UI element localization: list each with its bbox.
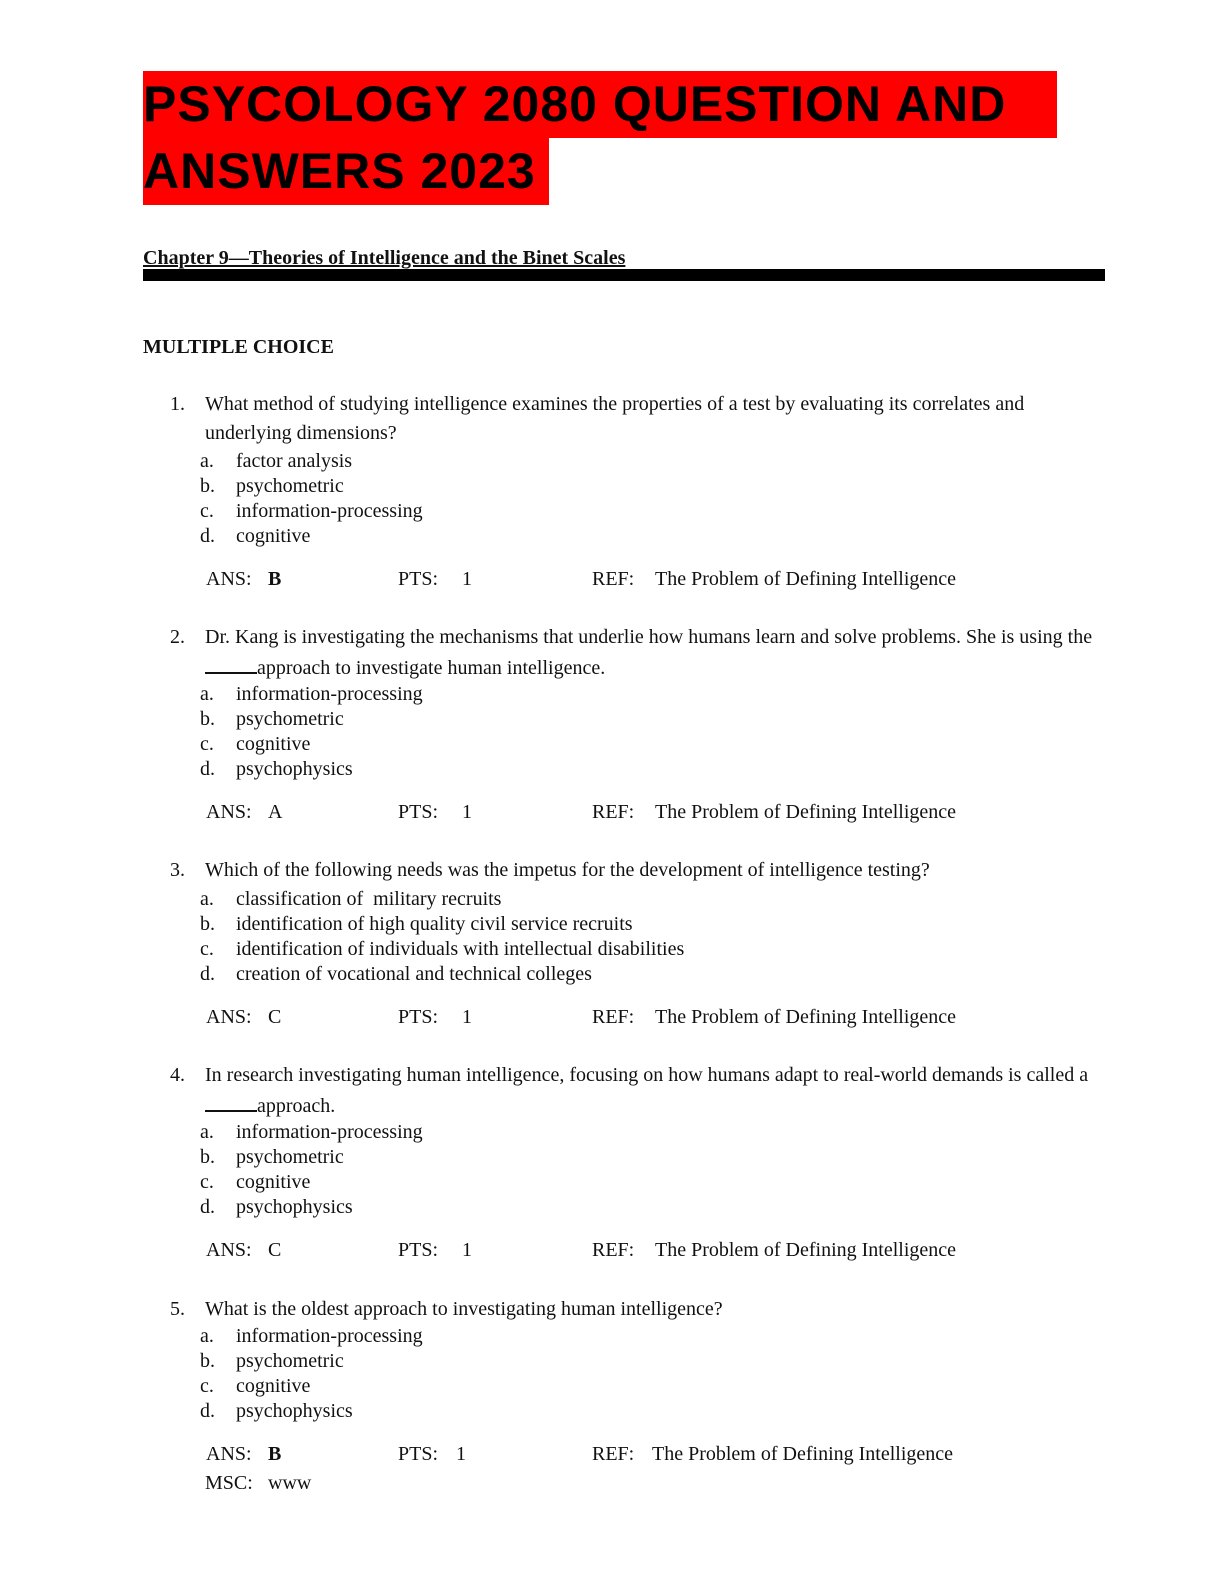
option-letter: b. — [200, 475, 215, 497]
pts-label: PTS: — [398, 1239, 439, 1261]
option-letter: b. — [200, 1350, 215, 1372]
option-letter: c. — [200, 733, 214, 755]
pts-value: 1 — [462, 801, 472, 823]
pts-value: 1 — [456, 1443, 466, 1465]
option-text: classification of military recruits — [236, 888, 502, 910]
option-letter: b. — [200, 708, 215, 730]
option-a — [200, 1120, 423, 1145]
option-d — [200, 962, 592, 987]
section-heading: MULTIPLE CHOICE — [143, 336, 334, 358]
option-letter: d. — [200, 1400, 215, 1422]
document-title — [143, 71, 1057, 205]
question-number: 4. — [170, 1064, 185, 1086]
title-line-1: PSYCOLOGY 2080 QUESTION AND — [143, 71, 1057, 138]
ref-label: REF: — [592, 1443, 635, 1465]
ref-value: The Problem of Defining Intelligence — [655, 801, 957, 823]
option-letter: a. — [200, 1121, 214, 1143]
option-text: cognitive — [236, 1375, 311, 1397]
option-text: psychometric — [236, 475, 344, 497]
option-c — [200, 499, 423, 524]
pts-label: PTS: — [398, 1443, 439, 1465]
ref-label: REF: — [592, 1239, 635, 1261]
title-line-2: ANSWERS 2023 — [143, 138, 549, 205]
option-text: information-processing — [236, 683, 423, 705]
option-text: cognitive — [236, 525, 311, 547]
option-letter: a. — [200, 888, 214, 910]
question-number: 2. — [170, 626, 185, 648]
option-b — [200, 1145, 344, 1170]
option-a — [200, 1324, 423, 1349]
option-b — [200, 707, 344, 732]
option-letter: c. — [200, 938, 214, 960]
option-text: identification of high quality civil service recruits — [236, 913, 633, 935]
question-stem: What is the oldest approach to investigating human intelligence? — [205, 1298, 723, 1320]
option-letter: a. — [200, 1325, 214, 1347]
option-c — [200, 732, 310, 757]
ans-label: ANS: — [206, 568, 252, 590]
option-letter: c. — [200, 1171, 214, 1193]
option-a — [200, 449, 352, 474]
pts-value: 1 — [462, 1006, 472, 1028]
option-letter: d. — [200, 525, 215, 547]
chapter-title: Chapter 9—Theories of Intelligence and the Binet Scales — [143, 247, 626, 269]
answer-blank — [205, 652, 257, 674]
option-text: psychometric — [236, 1146, 344, 1168]
ans-value: C — [268, 1006, 282, 1028]
option-b — [200, 912, 633, 937]
answer-blank — [205, 1090, 257, 1112]
option-letter: b. — [200, 1146, 215, 1168]
option-letter: d. — [200, 963, 215, 985]
option-b — [200, 1349, 344, 1374]
option-c — [200, 1374, 310, 1399]
ans-label: ANS: — [206, 1443, 252, 1465]
option-text: psychophysics — [236, 758, 353, 780]
pts-label: PTS: — [398, 801, 439, 823]
ref-label: REF: — [592, 1006, 635, 1028]
pts-value: 1 — [462, 568, 472, 590]
option-d — [200, 1399, 353, 1424]
option-letter: d. — [200, 758, 215, 780]
pts-label: PTS: — [398, 568, 439, 590]
option-d — [200, 1195, 353, 1220]
msc-value: www — [268, 1472, 312, 1494]
option-letter: c. — [200, 500, 214, 522]
stem-before-blank: Dr. Kang is investigating the mechanisms that underlie how humans learn and solve problems. She is using the — [205, 626, 1093, 648]
option-text: information-processing — [236, 1121, 423, 1143]
option-text: psychometric — [236, 708, 344, 730]
option-c — [200, 1170, 310, 1195]
option-text: creation of vocational and technical colleges — [236, 963, 592, 985]
option-text: factor analysis — [236, 450, 353, 472]
ans-label: ANS: — [206, 1239, 252, 1261]
option-letter: c. — [200, 1375, 214, 1397]
ref-value: The Problem of Defining Intelligence — [655, 1006, 957, 1028]
option-text: cognitive — [236, 733, 311, 755]
ref-value: The Problem of Defining Intelligence — [655, 568, 957, 590]
ans-value: C — [268, 1239, 282, 1261]
ans-value: A — [268, 801, 283, 823]
stem-before-blank: In research investigating human intelligence, focusing on how humans adapt to real-world demands is called a — [205, 1064, 1089, 1086]
option-c — [200, 937, 684, 962]
option-text: information-processing — [236, 1325, 423, 1347]
question-stem — [205, 623, 1105, 683]
option-text: psychophysics — [236, 1400, 353, 1422]
option-letter: d. — [200, 1196, 215, 1218]
question-number: 1. — [170, 393, 185, 415]
option-text: identification of individuals with intellectual disabilities — [236, 938, 685, 960]
msc-label: MSC: — [205, 1472, 253, 1494]
question-stem: Which of the following needs was the impetus for the development of intelligence testing? — [205, 859, 930, 881]
option-text: psychophysics — [236, 1196, 353, 1218]
option-letter: a. — [200, 683, 214, 705]
ref-label: REF: — [592, 801, 635, 823]
ref-value: The Problem of Defining Intelligence — [655, 1239, 957, 1261]
option-letter: a. — [200, 450, 214, 472]
option-d — [200, 757, 353, 782]
stem-after-blank: approach. — [257, 1095, 336, 1117]
option-a — [200, 887, 501, 912]
option-a — [200, 682, 423, 707]
ans-value: B — [268, 568, 282, 590]
option-text: information-processing — [236, 500, 423, 522]
option-b — [200, 474, 344, 499]
ans-label: ANS: — [206, 801, 252, 823]
ref-label: REF: — [592, 568, 635, 590]
chapter-divider — [143, 269, 1105, 281]
pts-label: PTS: — [398, 1006, 439, 1028]
ans-label: ANS: — [206, 1006, 252, 1028]
question-stem — [205, 1061, 1105, 1121]
question-number: 3. — [170, 859, 185, 881]
option-letter: b. — [200, 913, 215, 935]
pts-value: 1 — [462, 1239, 472, 1261]
ref-value: The Problem of Defining Intelligence — [652, 1443, 954, 1465]
question-number: 5. — [170, 1298, 185, 1320]
option-text: cognitive — [236, 1171, 311, 1193]
option-d — [200, 524, 310, 549]
question-stem: What method of studying intelligence examines the properties of a test by evaluating its correlates and underlying dimensions? — [205, 393, 1025, 444]
option-text: psychometric — [236, 1350, 344, 1372]
ans-value: B — [268, 1443, 282, 1465]
stem-after-blank: approach to investigate human intelligence. — [257, 657, 606, 679]
